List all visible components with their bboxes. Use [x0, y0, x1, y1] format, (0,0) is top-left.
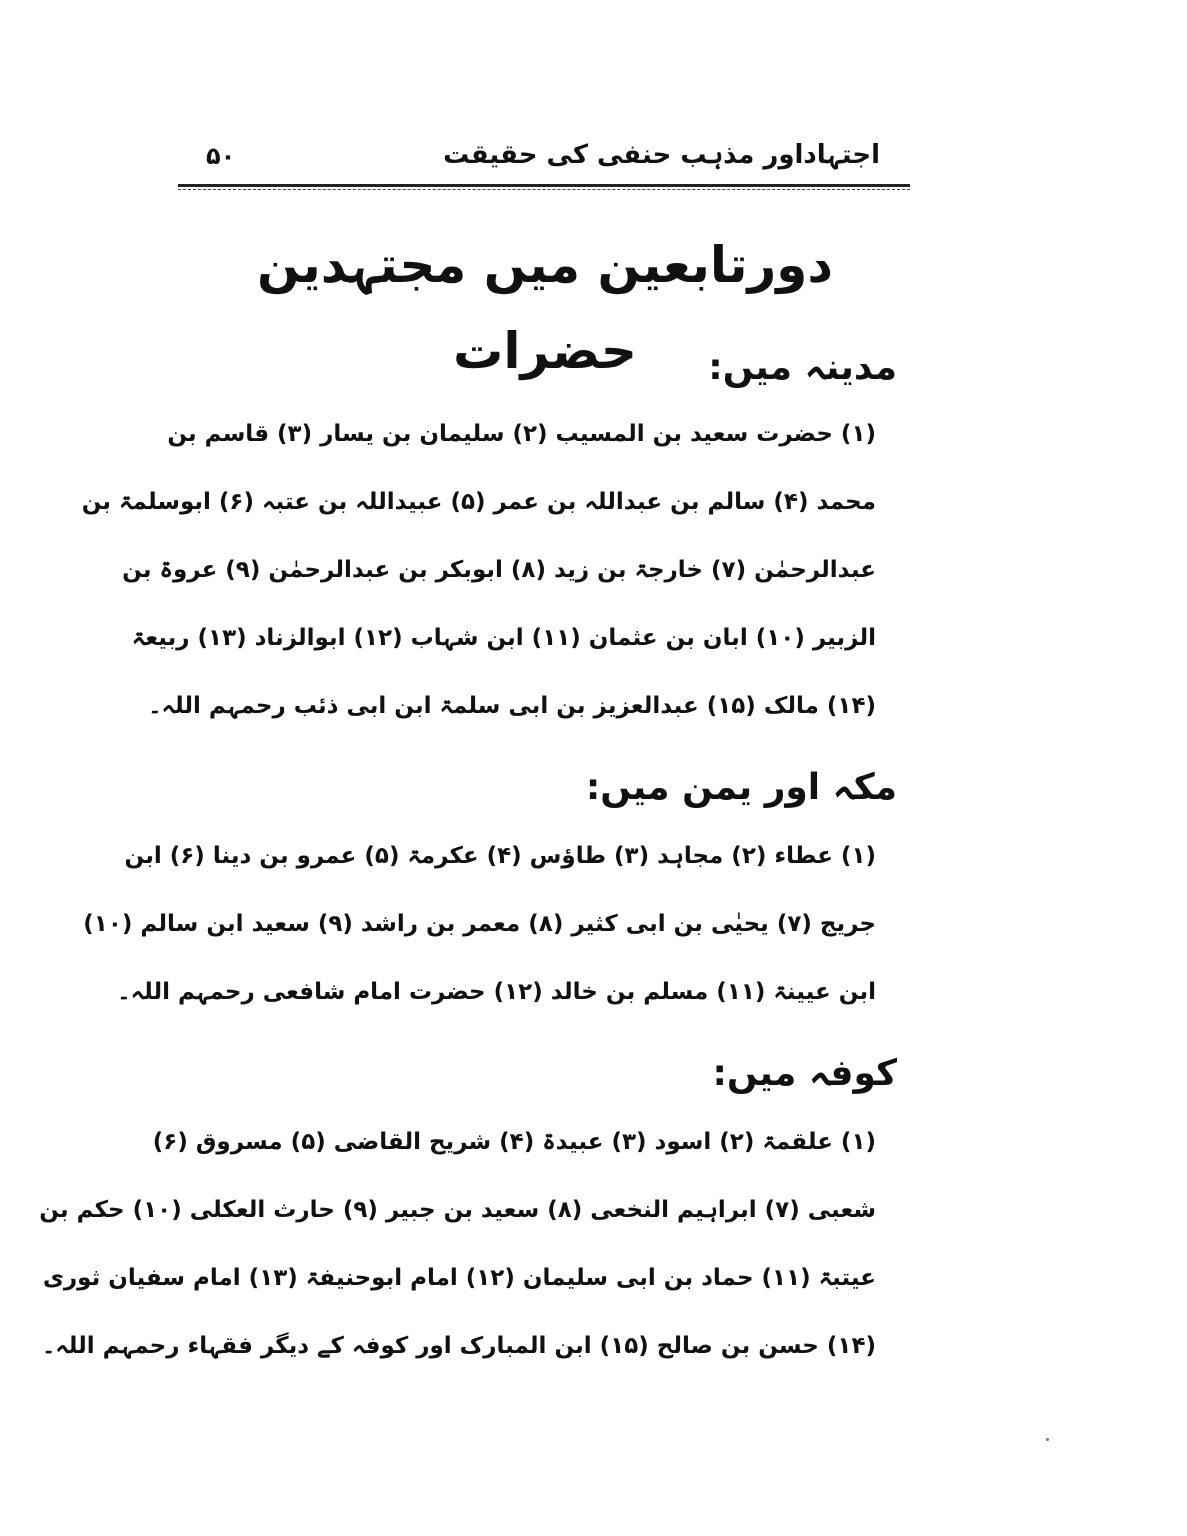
paragraph-line: (۱) علقمۃ (۲) اسود (۳) عبیدۃ (۴) شریح القاضی (۵) مسروق (۶)	[152, 1129, 876, 1155]
section-paragraph-makkah-yemen	[83, 822, 876, 1026]
paragraph-line: (۱) عطاء (۲) مجاہد (۳) طاؤس (۴) عکرمۃ (۵) عمرو بن دینا (۶) ابن	[124, 843, 876, 869]
book-title: اجتہاداور مذہب حنفی کی حقیقت	[443, 140, 880, 170]
paragraph-line: ابن عیینۃ (۱۱) مسلم بن خالد (۱۲) حضرت امام شافعی رحمہم اللہ۔	[117, 979, 876, 1005]
section-paragraph-kufa	[39, 1108, 876, 1380]
page-number: ۵۰	[206, 142, 236, 170]
paragraph-line: محمد (۴) سالم بن عبداللہ بن عمر (۵) عبیداللہ بن عتبہ (۶) ابوسلمۃ بن	[81, 489, 876, 515]
section-heading-makkah-yemen: مکہ اور یمن میں:	[585, 767, 897, 808]
running-header	[178, 138, 910, 182]
section-heading-kufa: کوفہ میں:	[712, 1053, 897, 1094]
section-heading-madinah: مدینہ میں:	[708, 347, 897, 388]
paragraph-line: (۱۴) حسن بن صالح (۱۵) ابن المبارک اور کوفہ کے دیگر فقہاء رحمہم اللہ۔	[41, 1333, 876, 1359]
header-rule	[178, 184, 910, 187]
paragraph-line: (۱۴) مالک (۱۵) عبدالعزیز بن ابی سلمۃ ابن ابی ذئب رحمہم اللہ۔	[148, 693, 876, 719]
paragraph-line: شعبی (۷) ابراہیم النخعی (۸) سعید بن جبیر (۹) حارث العکلی (۱۰) حکم بن	[39, 1197, 876, 1223]
paragraph-line: عیتبۃ (۱۱) حماد بن ابی سلیمان (۱۲) امام ابوحنیفۃ (۱۳) امام سفیان ثوری	[42, 1265, 876, 1291]
paragraph-line: (۱) حضرت سعید بن المسیب (۲) سلیمان بن یسار (۳) قاسم بن	[167, 421, 876, 447]
chapter-title: دورتابعین میں مجتہدین حضرات	[256, 236, 833, 380]
paragraph-line: الزبیر (۱۰) ابان بن عثمان (۱۱) ابن شہاب (۱۲) ابوالزناد (۱۳) ربیعۃ	[131, 625, 876, 651]
header-rule-dashed	[178, 189, 910, 190]
section-paragraph-madinah	[81, 400, 876, 740]
scan-speck	[1046, 1438, 1049, 1441]
paragraph-line: عبدالرحمٰن (۷) خارجۃ بن زید (۸) ابوبکر بن عبدالرحمٰن (۹) عروۃ بن	[122, 557, 876, 583]
paragraph-line: جریج (۷) یحیٰی بن ابی کثیر (۸) معمر بن راشد (۹) سعید ابن سالم (۱۰)	[83, 911, 876, 937]
